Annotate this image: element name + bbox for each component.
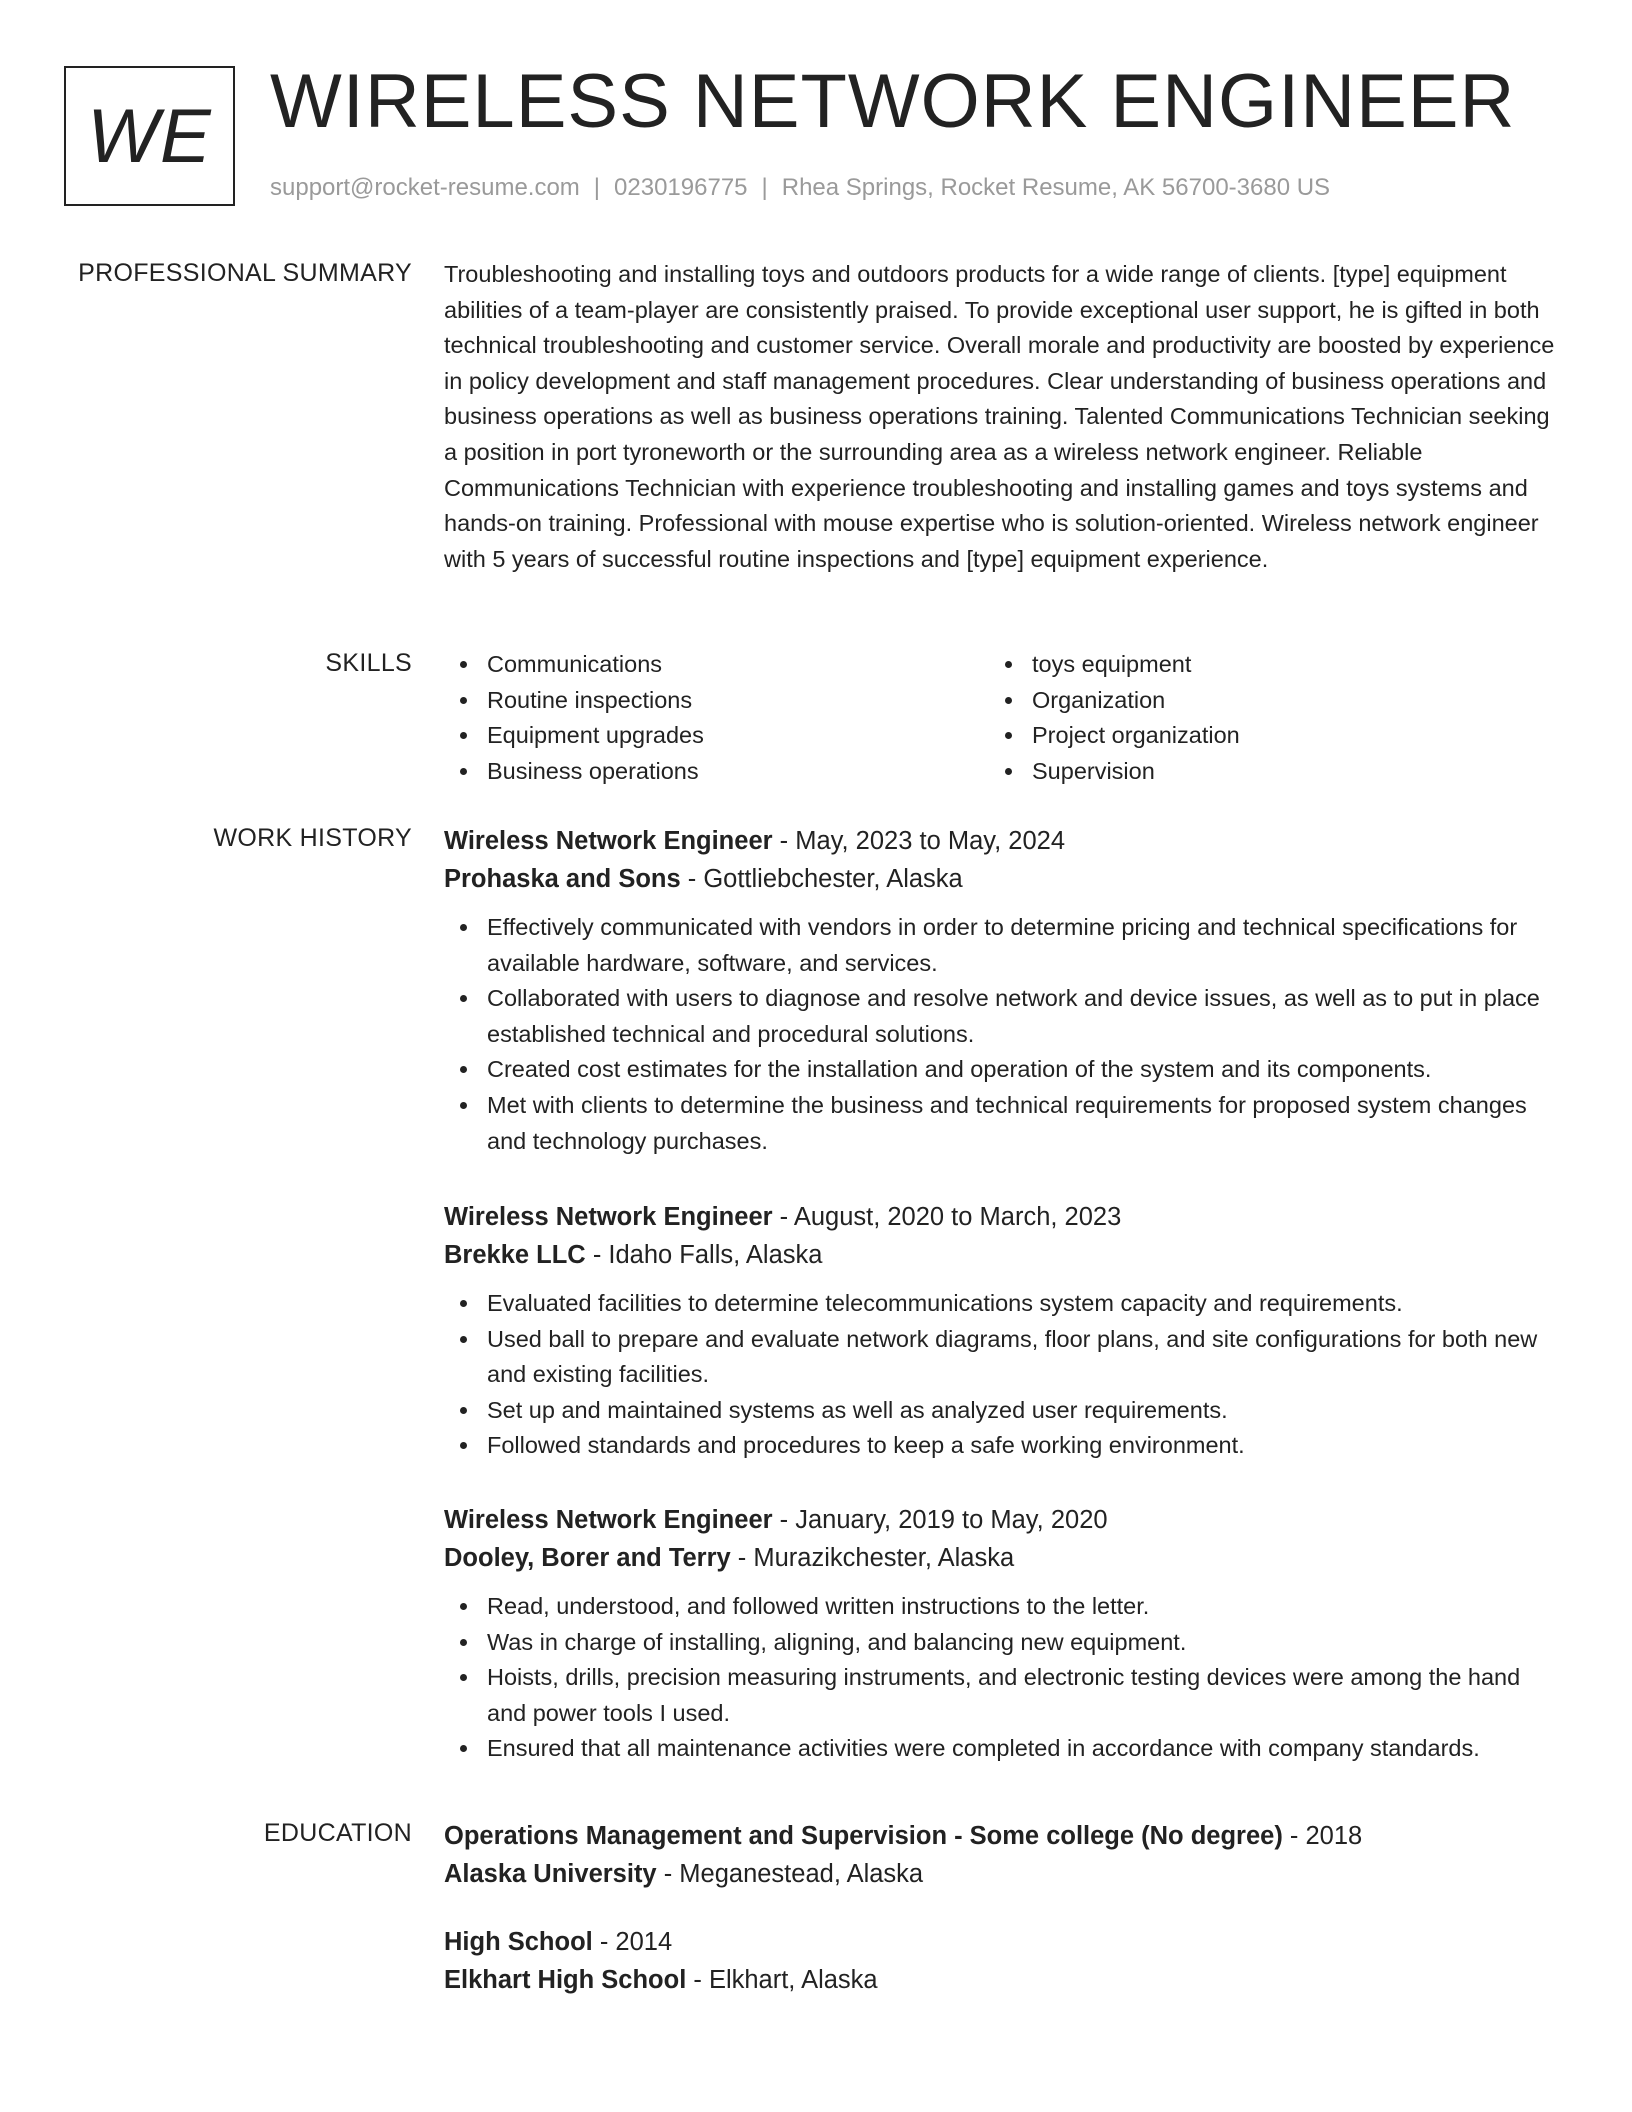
job-role: Wireless Network Engineer	[444, 1506, 773, 1534]
job-role-line	[444, 1501, 1556, 1539]
job-role: Wireless Network Engineer	[444, 1203, 773, 1231]
job-role-line	[444, 822, 1556, 860]
job-bullets	[444, 910, 1556, 1159]
job-dates: - January, 2019 to May, 2020	[772, 1506, 1108, 1534]
section-title-work: WORK HISTORY	[213, 824, 412, 852]
skills-body	[444, 647, 1556, 789]
job-location: - Gottliebchester, Alaska	[680, 865, 963, 893]
job-location: - Murazikchester, Alaska	[730, 1544, 1015, 1572]
education-degree: High School	[444, 1928, 593, 1956]
summary-body	[444, 257, 1556, 577]
skill-item: Business operations	[444, 754, 989, 790]
job-company-line	[444, 1539, 1556, 1577]
job-dates: - August, 2020 to March, 2023	[772, 1203, 1122, 1231]
job-bullet: Collaborated with users to diagnose and resolve network and device issues, as well as to put in place established technical and procedural solutions.	[444, 981, 1556, 1052]
education-year: - 2018	[1282, 1822, 1363, 1850]
contact-line	[270, 174, 1330, 202]
education-degree: Operations Management and Supervision - Some college (No degree)	[444, 1822, 1283, 1850]
job-company: Prohaska and Sons	[444, 865, 681, 893]
skill-item: Supervision	[989, 754, 1534, 790]
job-company-line	[444, 860, 1556, 898]
contact-address: Rhea Springs, Rocket Resume, AK 56700-3680 US	[781, 174, 1331, 201]
contact-phone[interactable]: 0230196775	[614, 174, 748, 201]
section-title-education: EDUCATION	[263, 1819, 412, 1847]
monogram-initials: WE	[87, 93, 212, 179]
skills-list-left	[444, 647, 989, 789]
education-location: - Meganestead, Alaska	[656, 1860, 924, 1888]
education-school-line	[444, 1961, 1556, 1999]
job-role-line	[444, 1198, 1556, 1236]
contact-email[interactable]: support@rocket-resume.com	[270, 174, 580, 201]
education-body	[444, 1817, 1556, 1893]
education-entry	[444, 1923, 1556, 1999]
job-bullet: Read, understood, and followed written instructions to the letter.	[444, 1589, 1556, 1625]
contact-separator: |	[761, 174, 768, 201]
skills-list-right	[989, 647, 1534, 789]
job-bullet: Was in charge of installing, aligning, and balancing new equipment.	[444, 1625, 1556, 1661]
job-bullets	[444, 1589, 1556, 1767]
job-bullet: Met with clients to determine the business and technical requirements for proposed system changes and technology purchases.	[444, 1088, 1556, 1159]
skill-item: Equipment upgrades	[444, 718, 989, 754]
skills-grid	[444, 647, 1556, 789]
resume-title: WIRELESS NETWORK ENGINEER	[270, 59, 1516, 144]
job-location: - Idaho Falls, Alaska	[585, 1241, 823, 1269]
job-bullet: Set up and maintained systems as well as analyzed user requirements.	[444, 1393, 1556, 1429]
skill-item: Communications	[444, 647, 989, 683]
job-bullet: Followed standards and procedures to keep a safe working environment.	[444, 1428, 1556, 1464]
skill-item: Organization	[989, 683, 1534, 719]
education-school: Elkhart High School	[444, 1966, 687, 1994]
job-bullet: Effectively communicated with vendors in order to determine pricing and technical specifications for available hardware, software, and services.	[444, 910, 1556, 981]
job-company: Brekke LLC	[444, 1241, 586, 1269]
job-bullets	[444, 1286, 1556, 1464]
job-bullet: Used ball to prepare and evaluate network diagrams, floor plans, and site configurations for both new and existing facilities.	[444, 1322, 1556, 1393]
education-body	[444, 1923, 1556, 1999]
section-title-skills: SKILLS	[325, 649, 412, 677]
education-school: Alaska University	[444, 1860, 657, 1888]
job-bullet: Created cost estimates for the installation and operation of the system and its components.	[444, 1052, 1556, 1088]
job-company-line	[444, 1236, 1556, 1274]
education-location: - Elkhart, Alaska	[686, 1966, 878, 1994]
contact-separator: |	[593, 174, 601, 201]
education-year: - 2014	[592, 1928, 673, 1956]
education-degree-line	[444, 1817, 1556, 1855]
job-company: Dooley, Borer and Terry	[444, 1544, 731, 1572]
skill-item: toys equipment	[989, 647, 1534, 683]
summary-text: Troubleshooting and installing toys and outdoors products for a wide range of clients. [type] equipment abilities of a team-player are consistently praised. To provide exceptional user support, he is gifted in both technical troubleshooting and customer service. Overall morale and productivity are boosted by experience in policy development and staff management procedures. Clear understanding of business operations and business operations as well as business operations training. Talented Communications Technician seeking a position in port tyroneworth or the surrounding area as a wireless network engineer. Reliable Communications Technician with experience troubleshooting and installing games and toys systems and hands-on training. Professional with mouse expertise who is solution-oriented. Wireless network engineer with 5 years of successful routine inspections and [type] equipment experience.	[444, 261, 1555, 572]
job-role: Wireless Network Engineer	[444, 827, 773, 855]
job-bullet: Evaluated facilities to determine telecommunications system capacity and requirements.	[444, 1286, 1556, 1322]
monogram-logo	[64, 66, 235, 206]
job-bullet: Ensured that all maintenance activities were completed in accordance with company standards.	[444, 1731, 1556, 1767]
skill-item: Project organization	[989, 718, 1534, 754]
job-body	[444, 1501, 1556, 1767]
education-entry	[444, 1817, 1556, 1893]
job-body	[444, 1198, 1556, 1464]
job-body	[444, 822, 1556, 1159]
education-school-line	[444, 1855, 1556, 1893]
education-degree-line	[444, 1923, 1556, 1961]
section-title-summary: PROFESSIONAL SUMMARY	[78, 259, 412, 287]
job-bullet: Hoists, drills, precision measuring instruments, and electronic testing devices were among the hand and power tools I used.	[444, 1660, 1556, 1731]
skill-item: Routine inspections	[444, 683, 989, 719]
job-dates: - May, 2023 to May, 2024	[772, 827, 1066, 855]
